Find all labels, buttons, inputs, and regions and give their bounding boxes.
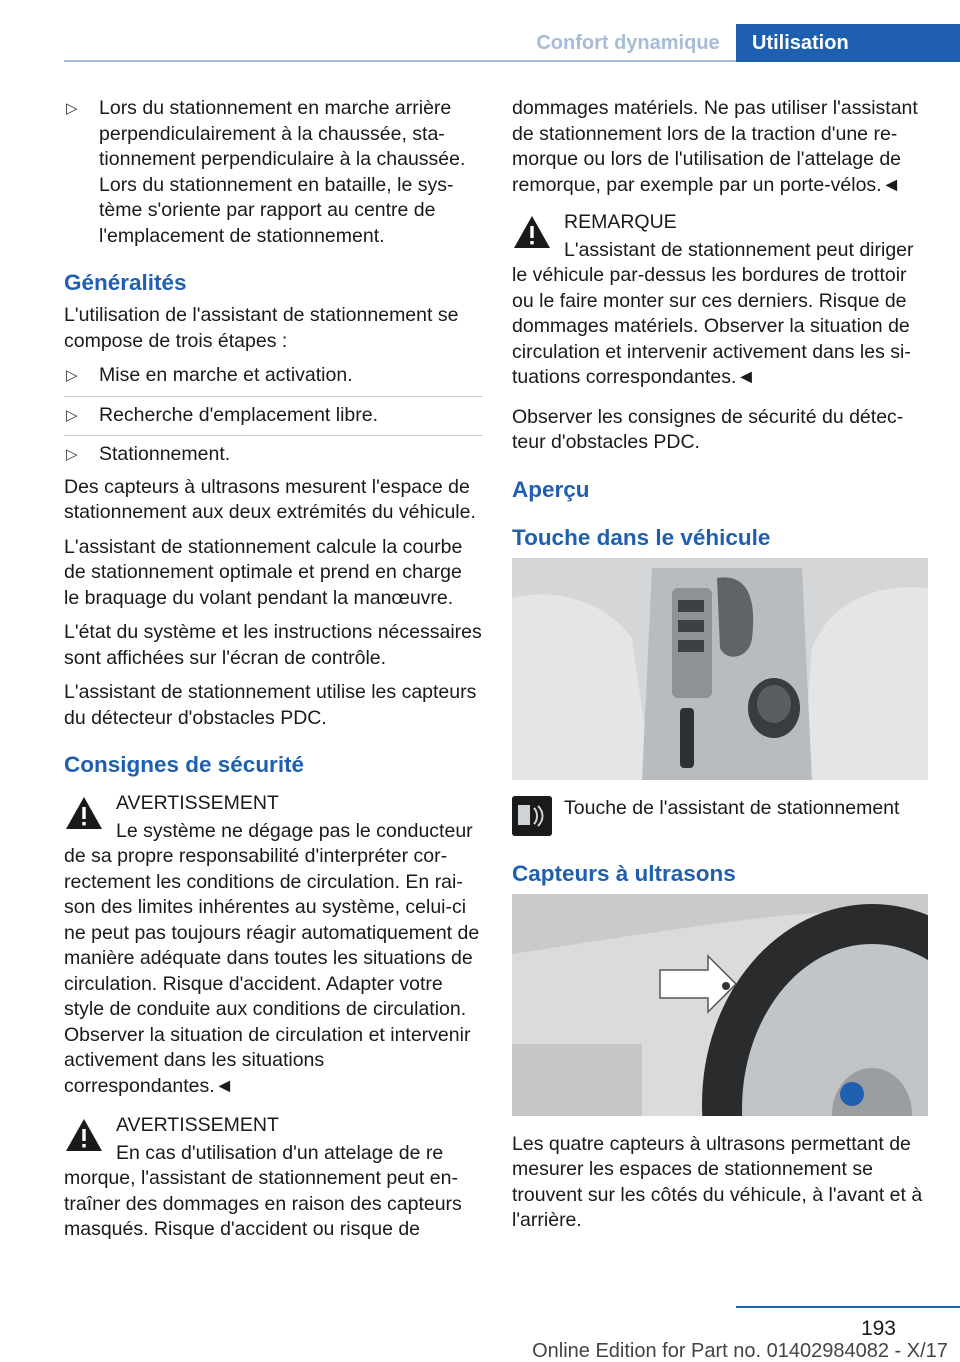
bullet-text: Lors du stationnement en marche arrière perpendiculairement à la chaussée, stationnement perpendiculaire à la chaussée. Lors du stationnement en bataille, le système s'oriente par rapport au centre de l'emplacement de stationnement. bbox=[99, 97, 466, 247]
note-title: REMARQUE bbox=[564, 211, 677, 233]
sensor-photo bbox=[512, 894, 928, 1116]
warning-triangle-icon bbox=[512, 214, 552, 250]
list-item bbox=[64, 442, 482, 468]
list-item bbox=[64, 403, 482, 429]
note-first-line: L'assistant de stationnement peut diriger bbox=[564, 238, 914, 261]
key-legend bbox=[512, 796, 930, 840]
console-illustration bbox=[512, 558, 928, 780]
paragraph: L'assistant de stationnement calcule la courbe de stationnement optimale et prend en charge le braquage du volant pendant la manœuvre. bbox=[64, 535, 463, 609]
warning-triangle-icon bbox=[64, 1117, 104, 1153]
key-caption: Touche de l'assistant de stationnement bbox=[564, 796, 900, 819]
paragraph: Des capteurs à ultrasons mesurent l'espace de stationnement aux deux extrémités du véhicule. bbox=[64, 475, 476, 523]
bullet-text: Stationnement. bbox=[99, 443, 231, 465]
triangle-bullet-icon: ▷ bbox=[66, 446, 78, 463]
heading-consignes: Consignes de sécurité bbox=[64, 752, 305, 777]
right-column bbox=[512, 96, 930, 1243]
list-item bbox=[64, 96, 482, 249]
note-text: le véhicule par-dessus les bordures de trottoir ou le faire monter sur ces derniers. Risque de dommages matériels. Observer la situation de circulation et intervenir activement dans les situations correspondantes.◄ bbox=[512, 264, 911, 388]
triangle-bullet-icon: ▷ bbox=[66, 406, 78, 424]
page-number: 193 bbox=[860, 1317, 896, 1340]
warning-text: de sa propre responsabilité d'interpréter correctement les conditions de circulation. En raison des limites inhérentes au système, celui-ci ne peut pas toujours réagir automatiquement de manière adéquate dans toutes les situations de circulation. Risque d'accident. Adapter votre style de conduite aux conditions de circulation. Observer la situation de circulation et intervenir activement dans les situations correspondantes.◄ bbox=[64, 845, 480, 1097]
triangle-bullet-icon: ▷ bbox=[66, 367, 78, 384]
warning-triangle-icon bbox=[64, 795, 104, 831]
paragraph: L'utilisation de l'assistant de stationnement se compose de trois étapes : bbox=[64, 304, 459, 352]
divider bbox=[64, 396, 482, 397]
section-tab: Confort dynamique bbox=[536, 32, 720, 54]
warning-first-line: En cas d'utilisation d'un attelage de re bbox=[116, 1141, 444, 1164]
bullet-text: Recherche d'emplacement libre. bbox=[99, 403, 379, 426]
warning-block bbox=[64, 791, 482, 1099]
note-block bbox=[512, 210, 930, 391]
console-photo bbox=[512, 558, 928, 780]
divider bbox=[64, 435, 482, 436]
paragraph: dommages matériels. Ne pas utiliser l'assistant de stationnement lors de la traction d'une remorque ou lors de l'utilisation de l'attelage de remorque, par exemple par un porte-vélos.◄ bbox=[512, 97, 918, 196]
edition-footer: Online Edition for Part no. 01402984082 - X/17 bbox=[532, 1340, 948, 1362]
chapter-tab: Utilisation bbox=[736, 24, 960, 62]
triangle-bullet-icon: ▷ bbox=[66, 100, 78, 117]
paragraph: Les quatre capteurs à ultrasons permettant de mesurer les espaces de stationnement se trouvent sur les côtés du véhicule, à l'avant et à l'arrière. bbox=[512, 1132, 923, 1231]
warning-first-line: Le système ne dégage pas le conducteur bbox=[116, 819, 473, 842]
list-item bbox=[64, 363, 482, 389]
park-assist-key-icon bbox=[512, 796, 552, 836]
warning-block bbox=[64, 1113, 482, 1243]
bullet-text: Mise en marche et activation. bbox=[99, 364, 353, 386]
paragraph: Observer les consignes de sécurité du détecteur d'obstacles PDC. bbox=[512, 405, 904, 453]
warning-title: AVERTISSEMENT bbox=[116, 792, 279, 814]
heading-capteurs: Capteurs à ultrasons bbox=[512, 860, 736, 886]
heading-generalites: Généralités bbox=[64, 270, 187, 295]
header-rule bbox=[64, 60, 736, 62]
warning-title: AVERTISSEMENT bbox=[116, 1114, 279, 1136]
paragraph: L'assistant de stationnement utilise les capteurs du détecteur d'obstacles PDC. bbox=[64, 681, 477, 729]
heading-apercu: Aperçu bbox=[512, 476, 590, 502]
heading-touche: Touche dans le véhicule bbox=[512, 524, 771, 550]
left-column bbox=[64, 96, 482, 1257]
footer-rule bbox=[736, 1306, 960, 1308]
sensor-illustration bbox=[512, 894, 928, 1116]
paragraph: L'état du système et les instructions nécessaires sont affichées sur l'écran de contrôle. bbox=[64, 621, 482, 669]
warning-text: morque, l'assistant de stationnement peut entraîner des dommages en raison des capteurs masqués. Risque d'accident ou risque de bbox=[64, 1167, 462, 1240]
page-header bbox=[0, 0, 960, 62]
